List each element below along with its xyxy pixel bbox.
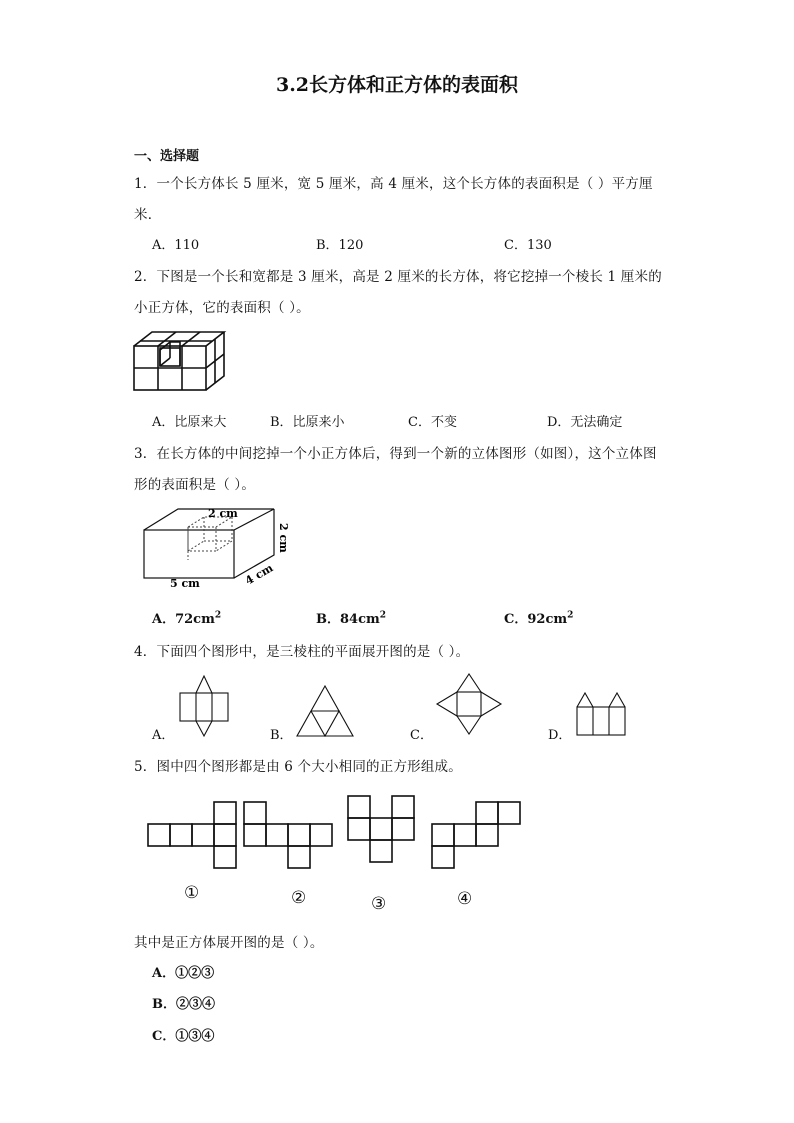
page-title: 3.2长方体和正方体的表面积 [275, 74, 519, 96]
q3-cuboid-figure [140, 505, 300, 590]
q5-text-line2: 其中是正方体展开图的是（ ）。 [134, 935, 324, 951]
q5-text-line1: 5．图中四个图形都是由 6 个大小相同的正方形组成。 [134, 759, 462, 775]
q3-text-line1: 3．在长方体的中间挖掉一个小正方体后，得到一个新的立体图形（如图），这个立体图 [134, 446, 657, 462]
q2-option-a[interactable]: A．比原来大 [152, 415, 227, 430]
q4-option-b[interactable]: B． [270, 728, 293, 743]
q1-text-line1: 1．一个长方体长 5 厘米，宽 5 厘米，高 4 厘米，这个长方体的表面积是（ ）平方厘 [134, 176, 653, 192]
q2-option-c[interactable]: C．不变 [408, 415, 457, 430]
q5-option-b[interactable]: B．②③④ [152, 997, 215, 1012]
q3-label-height: 2 cm [277, 523, 290, 553]
q4-option-d[interactable]: D． [548, 728, 572, 743]
q3-option-b[interactable]: B．$84cm^2$ [316, 610, 387, 627]
q3-option-a[interactable]: A．$72cm^2$ [152, 610, 222, 627]
q3-label-width: 4 cm [243, 561, 276, 588]
q4-figure-b [294, 683, 356, 739]
q1-text-line2: 米． [134, 207, 162, 223]
q5-label-3: ③ [371, 894, 387, 914]
q4-figure-c [433, 670, 505, 738]
q5-option-c[interactable]: C．①③④ [152, 1029, 215, 1044]
q5-nets-figure [140, 790, 540, 870]
q2-option-d[interactable]: D．无法确定 [547, 415, 623, 430]
q1-option-b[interactable]: B．120 [316, 238, 364, 253]
q5-option-a[interactable]: A．①②③ [152, 966, 215, 981]
section-heading: 一、选择题 [134, 149, 200, 164]
q3-label-top: 2 cm [208, 507, 238, 520]
q4-figure-a [176, 672, 232, 738]
q2-text-line1: 2．下图是一个长和宽都是 3 厘米，高是 2 厘米的长方体，将它挖掉一个棱长 1 厘米的 [134, 269, 662, 285]
q4-option-a[interactable]: A． [152, 728, 175, 743]
q4-option-c[interactable]: C． [410, 728, 433, 743]
q4-text-line1: 4．下面四个图形中，是三棱柱的平面展开图的是（ ）。 [134, 644, 470, 660]
q3-label-length: 5 cm [170, 577, 200, 590]
q1-option-a[interactable]: A．110 [152, 238, 200, 253]
q3-option-c[interactable]: C．$92cm^2$ [504, 610, 574, 627]
q2-cuboid-figure [130, 328, 235, 394]
q3-text-line2: 形的表面积是（ ）。 [134, 477, 256, 493]
q2-option-b[interactable]: B．比原来小 [270, 415, 345, 430]
q1-option-c[interactable]: C．130 [504, 238, 552, 253]
q5-label-1: ① [184, 883, 200, 903]
q4-figure-d [574, 690, 628, 738]
q2-text-line2: 小正方体，它的表面积（ ）。 [134, 300, 310, 316]
q5-label-2: ② [291, 888, 307, 908]
q5-label-4: ④ [457, 889, 473, 909]
